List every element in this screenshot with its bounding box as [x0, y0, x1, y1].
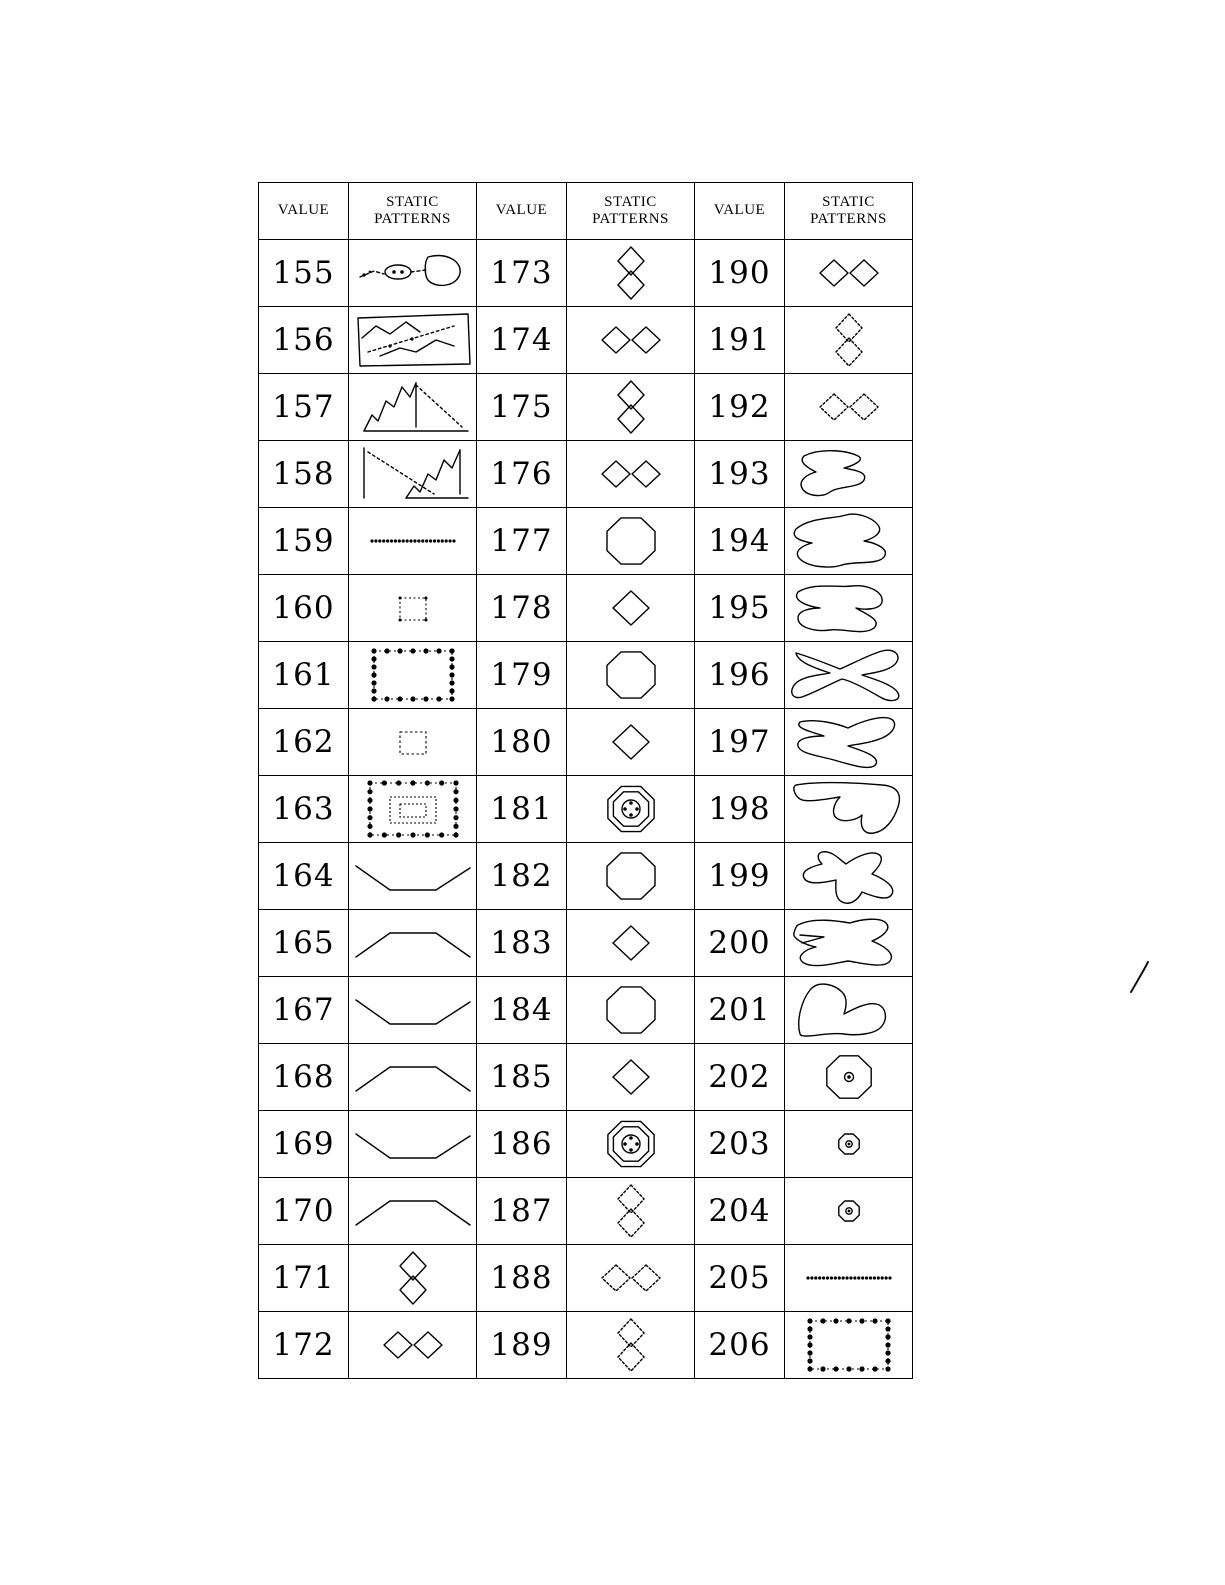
pattern-cell	[785, 843, 913, 910]
pattern-cell	[567, 508, 695, 575]
header-patterns-line1-3: STATIC	[822, 193, 875, 210]
pattern-cell	[567, 977, 695, 1044]
value-cell: 202	[695, 1044, 785, 1111]
pattern-cell	[567, 910, 695, 977]
pattern-cell	[349, 709, 477, 776]
value-cell: 157	[259, 374, 349, 441]
pattern-cell	[349, 240, 477, 307]
pattern-glyph	[786, 643, 912, 707]
value-cell: 195	[695, 575, 785, 642]
pattern-cell	[785, 776, 913, 843]
pattern-glyph	[350, 509, 476, 573]
value-cell: 165	[259, 910, 349, 977]
pattern-glyph	[568, 911, 694, 975]
pattern-glyph	[350, 777, 476, 841]
header-patterns-line2-2: PATTERNS	[592, 211, 669, 227]
header-patterns-3	[785, 183, 913, 240]
header-patterns-line2-3: PATTERNS	[810, 211, 887, 227]
pattern-glyph	[786, 509, 912, 573]
table-row	[259, 776, 913, 843]
value-cell: 191	[695, 307, 785, 374]
table-row	[259, 240, 913, 307]
pattern-cell	[349, 1178, 477, 1245]
value-cell: 183	[477, 910, 567, 977]
header-patterns-line2-1: PATTERNS	[374, 211, 451, 227]
pattern-glyph	[350, 911, 476, 975]
value-cell: 158	[259, 441, 349, 508]
pattern-cell	[567, 1111, 695, 1178]
value-cell: 181	[477, 776, 567, 843]
header-value-1	[259, 183, 349, 240]
pattern-glyph	[786, 1246, 912, 1310]
value-cell: 203	[695, 1111, 785, 1178]
pattern-glyph	[350, 442, 476, 506]
value-cell: 156	[259, 307, 349, 374]
value-cell: 172	[259, 1312, 349, 1379]
pattern-cell	[785, 374, 913, 441]
pattern-cell	[567, 1245, 695, 1312]
table-row	[259, 709, 913, 776]
pattern-cell	[567, 1044, 695, 1111]
pattern-cell	[349, 508, 477, 575]
value-cell: 174	[477, 307, 567, 374]
pattern-table	[258, 182, 913, 1379]
value-cell: 164	[259, 843, 349, 910]
pattern-cell	[785, 709, 913, 776]
pattern-glyph	[786, 308, 912, 372]
pattern-cell	[349, 977, 477, 1044]
pattern-cell	[567, 709, 695, 776]
header-patterns-line1-2: STATIC	[604, 193, 657, 210]
table-row	[259, 1044, 913, 1111]
pattern-glyph	[786, 844, 912, 908]
value-cell: 186	[477, 1111, 567, 1178]
value-cell: 193	[695, 441, 785, 508]
pattern-cell	[349, 575, 477, 642]
pattern-glyph	[786, 442, 912, 506]
value-cell: 185	[477, 1044, 567, 1111]
pattern-glyph	[786, 911, 912, 975]
stray-pen-mark	[1128, 960, 1152, 994]
pattern-cell	[567, 441, 695, 508]
value-cell: 201	[695, 977, 785, 1044]
pattern-table-wrapper	[258, 182, 912, 1379]
pattern-cell	[567, 575, 695, 642]
pattern-cell	[785, 1044, 913, 1111]
pattern-cell	[785, 910, 913, 977]
value-cell: 160	[259, 575, 349, 642]
pattern-glyph	[350, 308, 476, 372]
pattern-glyph	[568, 1179, 694, 1243]
table-row	[259, 910, 913, 977]
table-row	[259, 441, 913, 508]
value-cell: 192	[695, 374, 785, 441]
pattern-glyph	[568, 509, 694, 573]
value-cell: 204	[695, 1178, 785, 1245]
pattern-glyph	[568, 1246, 694, 1310]
pattern-glyph	[568, 308, 694, 372]
pattern-cell	[567, 843, 695, 910]
header-patterns-1	[349, 183, 477, 240]
pattern-glyph	[568, 643, 694, 707]
value-cell: 194	[695, 508, 785, 575]
pattern-cell	[785, 307, 913, 374]
pattern-glyph	[568, 777, 694, 841]
pattern-cell	[349, 776, 477, 843]
value-cell: 206	[695, 1312, 785, 1379]
pattern-glyph	[350, 1045, 476, 1109]
value-cell: 190	[695, 240, 785, 307]
pattern-cell	[567, 374, 695, 441]
header-value-label-2: VALUE	[495, 202, 548, 219]
value-cell: 198	[695, 776, 785, 843]
value-cell: 179	[477, 642, 567, 709]
pattern-glyph	[568, 1313, 694, 1377]
pattern-cell	[349, 843, 477, 910]
header-value-2	[477, 183, 567, 240]
pattern-cell	[349, 441, 477, 508]
value-cell: 176	[477, 441, 567, 508]
pattern-glyph	[568, 1112, 694, 1176]
header-patterns-2	[567, 183, 695, 240]
value-cell: 163	[259, 776, 349, 843]
pattern-glyph	[350, 1246, 476, 1310]
value-cell: 161	[259, 642, 349, 709]
pattern-cell	[349, 1245, 477, 1312]
table-row	[259, 1312, 913, 1379]
pattern-glyph	[350, 375, 476, 439]
value-cell: 182	[477, 843, 567, 910]
pattern-glyph	[786, 1045, 912, 1109]
pattern-glyph	[568, 844, 694, 908]
table-header	[259, 183, 913, 240]
table-row	[259, 1111, 913, 1178]
pattern-cell	[785, 575, 913, 642]
table-row	[259, 843, 913, 910]
pattern-glyph	[350, 1179, 476, 1243]
header-value-label-3: VALUE	[713, 202, 766, 219]
pattern-cell	[349, 1111, 477, 1178]
pattern-glyph	[568, 375, 694, 439]
table-row	[259, 508, 913, 575]
pattern-glyph	[568, 710, 694, 774]
pattern-glyph	[786, 375, 912, 439]
pattern-cell	[785, 977, 913, 1044]
header-value-label-1: VALUE	[277, 202, 330, 219]
value-cell: 180	[477, 709, 567, 776]
value-cell: 199	[695, 843, 785, 910]
pattern-glyph	[786, 1313, 912, 1377]
header-row	[259, 183, 913, 240]
pattern-cell	[349, 374, 477, 441]
table-row	[259, 575, 913, 642]
pattern-glyph	[568, 576, 694, 640]
table-row	[259, 977, 913, 1044]
value-cell: 188	[477, 1245, 567, 1312]
pattern-cell	[785, 1312, 913, 1379]
value-cell: 200	[695, 910, 785, 977]
pattern-glyph	[350, 241, 476, 305]
pattern-cell	[349, 910, 477, 977]
pattern-cell	[349, 642, 477, 709]
pattern-cell	[567, 776, 695, 843]
pattern-glyph	[786, 710, 912, 774]
pattern-cell	[785, 642, 913, 709]
pattern-cell	[785, 1178, 913, 1245]
table-row	[259, 307, 913, 374]
pattern-glyph	[786, 777, 912, 841]
pattern-glyph	[786, 1112, 912, 1176]
value-cell: 155	[259, 240, 349, 307]
value-cell: 167	[259, 977, 349, 1044]
pattern-glyph	[568, 442, 694, 506]
pattern-glyph	[786, 576, 912, 640]
pattern-cell	[785, 1245, 913, 1312]
value-cell: 159	[259, 508, 349, 575]
value-cell: 171	[259, 1245, 349, 1312]
value-cell: 196	[695, 642, 785, 709]
pattern-glyph	[350, 710, 476, 774]
table-row	[259, 374, 913, 441]
pattern-cell	[349, 1312, 477, 1379]
value-cell: 187	[477, 1178, 567, 1245]
pattern-glyph	[350, 844, 476, 908]
pattern-glyph	[350, 978, 476, 1042]
pattern-glyph	[786, 241, 912, 305]
value-cell: 168	[259, 1044, 349, 1111]
table-body	[259, 240, 913, 1379]
pattern-glyph	[350, 576, 476, 640]
value-cell: 178	[477, 575, 567, 642]
pattern-cell	[785, 1111, 913, 1178]
pattern-cell	[567, 307, 695, 374]
value-cell: 189	[477, 1312, 567, 1379]
pattern-glyph	[350, 1112, 476, 1176]
pattern-cell	[349, 1044, 477, 1111]
value-cell: 175	[477, 374, 567, 441]
value-cell: 184	[477, 977, 567, 1044]
pattern-glyph	[786, 978, 912, 1042]
pattern-cell	[567, 1312, 695, 1379]
table-row	[259, 1245, 913, 1312]
value-cell: 170	[259, 1178, 349, 1245]
value-cell: 177	[477, 508, 567, 575]
header-value-3	[695, 183, 785, 240]
pattern-cell	[567, 1178, 695, 1245]
pattern-cell	[785, 240, 913, 307]
table-row	[259, 1178, 913, 1245]
value-cell: 162	[259, 709, 349, 776]
pattern-cell	[567, 642, 695, 709]
pattern-cell	[349, 307, 477, 374]
pattern-glyph	[350, 1313, 476, 1377]
table-row	[259, 642, 913, 709]
value-cell: 205	[695, 1245, 785, 1312]
header-patterns-line1-1: STATIC	[386, 193, 439, 210]
pattern-glyph	[568, 1045, 694, 1109]
value-cell: 169	[259, 1111, 349, 1178]
pattern-cell	[785, 508, 913, 575]
pattern-cell	[567, 240, 695, 307]
pattern-glyph	[568, 241, 694, 305]
pattern-glyph	[350, 643, 476, 707]
pattern-cell	[785, 441, 913, 508]
pattern-glyph	[568, 978, 694, 1042]
pattern-glyph	[786, 1179, 912, 1243]
value-cell: 173	[477, 240, 567, 307]
value-cell: 197	[695, 709, 785, 776]
